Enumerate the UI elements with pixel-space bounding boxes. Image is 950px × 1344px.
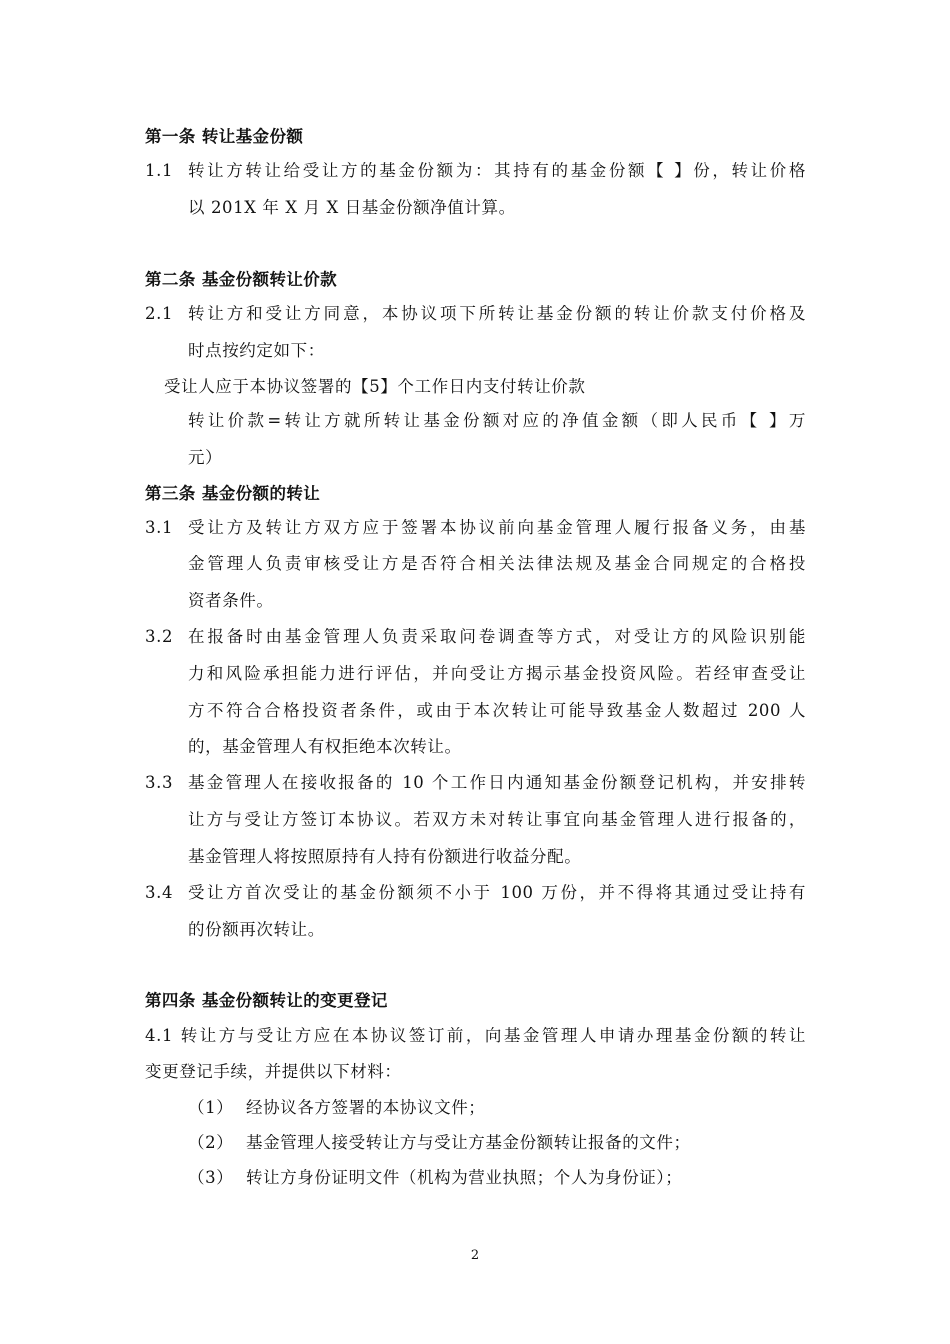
section-1-heading: 第一条 转让基金份额 — [145, 127, 304, 146]
page-number: 2 — [470, 1248, 480, 1263]
item-3-3-line-2: 让方与受让方签订本协议。若双方未对转让事宜向基金管理人进行报备的， — [188, 810, 806, 829]
item-3-4-line-2: 的份额再次转让。 — [188, 920, 325, 939]
item-3-2-line-4: 的，基金管理人有权拒绝本次转让。 — [188, 737, 462, 756]
item-3-2-line-1: 在报备时由基金管理人负责采取问卷调查等方式，对受让方的风险识别能 — [188, 627, 806, 646]
list-item-3-marker: （3） — [188, 1168, 234, 1187]
item-1-1-number: 1.1 — [145, 161, 174, 180]
payment-term-line: 受让人应于本协议签署的【5】个工作日内支付转让价款 — [164, 377, 586, 396]
item-3-3-line-3: 基金管理人将按照原持有人持有份额进行收益分配。 — [188, 847, 582, 866]
item-3-2-line-2: 力和风险承担能力进行评估，并向受让方揭示基金投资风险。若经审查受让 — [188, 664, 806, 683]
section-3-heading: 第三条 基金份额的转让 — [145, 484, 321, 503]
item-3-2-number: 3.2 — [145, 627, 174, 646]
item-3-1-line-3: 资者条件。 — [188, 591, 274, 610]
item-2-1-line-2: 时点按约定如下： — [188, 341, 325, 360]
item-4-1-line-1: 4.1 转让方与受让方应在本协议签订前，向基金管理人申请办理基金份额的转让 — [145, 1026, 806, 1045]
list-item-1-marker: （1） — [188, 1098, 234, 1117]
item-3-1-line-1: 受让方及转让方双方应于签署本协议前向基金管理人履行报备义务，由基 — [188, 518, 806, 537]
item-4-1-line-2: 变更登记手续，并提供以下材料： — [145, 1062, 402, 1081]
item-3-3-number: 3.3 — [145, 773, 174, 792]
item-3-3-line-1: 基金管理人在接收报备的 10 个工作日内通知基金份额登记机构，并安排转 — [188, 773, 806, 792]
item-3-4-line-1: 受让方首次受让的基金份额须不小于 100 万份，并不得将其通过受让持有 — [188, 883, 806, 902]
list-item-3-text: 转让方身份证明文件（机构为营业执照；个人为身份证）； — [246, 1168, 683, 1187]
list-item-2-marker: （2） — [188, 1133, 234, 1152]
section-4-heading: 第四条 基金份额转让的变更登记 — [145, 991, 388, 1010]
list-item-2-text: 基金管理人接受转让方与受让方基金份额转让报备的文件； — [246, 1133, 691, 1152]
item-2-1-line-1: 转让方和受让方同意，本协议项下所转让基金份额的转让价款支付价格及 — [188, 304, 806, 323]
item-1-1-line-1: 转让方转让给受让方的基金份额为：其持有的基金份额【 】份，转让价格 — [188, 161, 806, 180]
item-3-2-line-3: 方不符合合格投资者条件，或由于本次转让可能导致基金人数超过 200 人 — [188, 701, 806, 720]
price-formula-line-2: 元） — [188, 448, 223, 467]
item-3-1-line-2: 金管理人负责审核受让方是否符合相关法律法规及基金合同规定的合格投 — [188, 554, 806, 573]
list-item-1-text: 经协议各方签署的本协议文件； — [246, 1098, 486, 1117]
item-2-1-number: 2.1 — [145, 304, 174, 323]
item-3-1-number: 3.1 — [145, 518, 174, 537]
item-3-4-number: 3.4 — [145, 883, 174, 902]
item-1-1-line-2: 以 201X 年 X 月 X 日基金份额净值计算。 — [188, 198, 516, 217]
section-2-heading: 第二条 基金份额转让价款 — [145, 270, 338, 289]
price-formula-line-1: 转让价款=转让方就所转让基金份额对应的净值金额（即人民币【 】万 — [188, 411, 806, 430]
